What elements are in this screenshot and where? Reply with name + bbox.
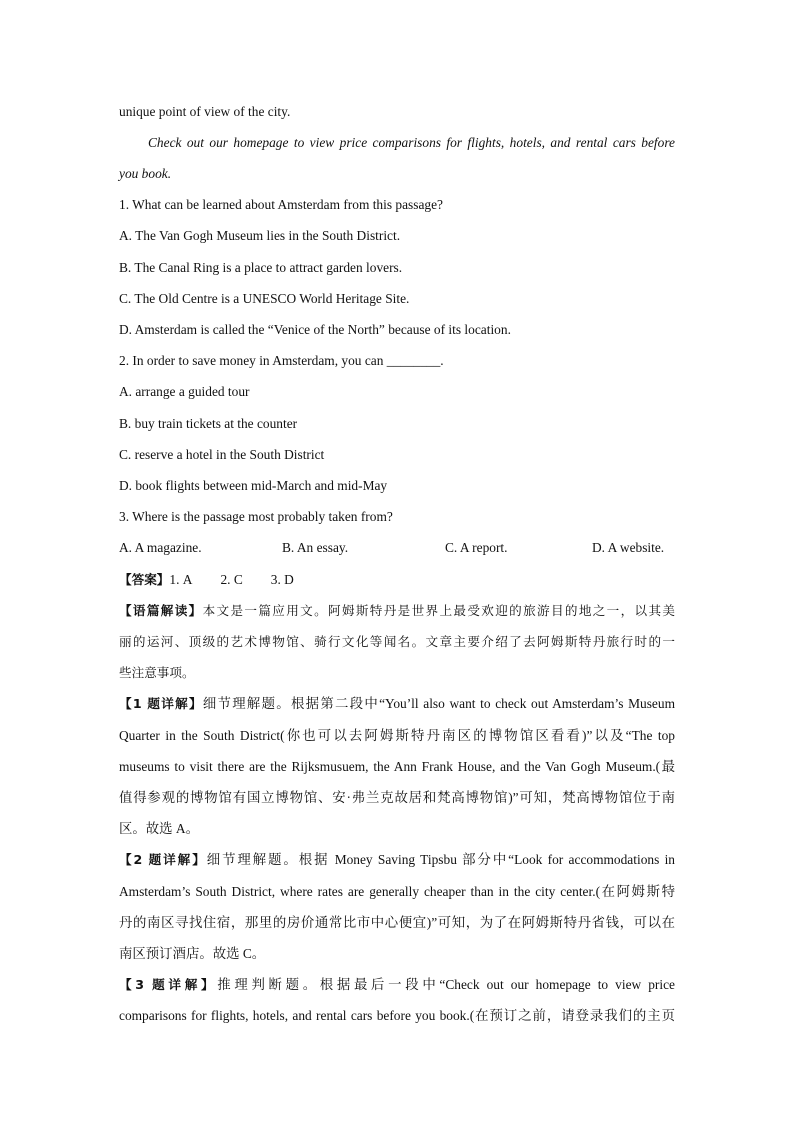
closing-line-2: you book. — [119, 166, 172, 181]
answer-item-3: 3. D — [270, 572, 294, 587]
detail-1-line-2: Quarter in the South District(你也可以去阿姆斯特丹南区的博物馆区看看)”以及“The top — [119, 728, 675, 743]
intro-end-text: unique point of view of the city. — [119, 104, 291, 119]
question-3-option-c: C. A report. — [445, 540, 508, 555]
question-1-option-d: D. Amsterdam is called the “Venice of the North” because of its location. — [119, 322, 511, 337]
detail-2-line-1: 【2 题详解】细节理解题。根据 Money Saving Tipsbu 部分中“Look for accommodations in — [119, 852, 675, 867]
question-1-option-b: B. The Canal Ring is a place to attract garden lovers. — [119, 260, 403, 275]
detail-1-line-1: 【1 题详解】细节理解题。根据第二段中“You’ll also want to check out Amsterdam’s Museum — [119, 696, 675, 711]
question-1-stem: 1. What can be learned about Amsterdam from this passage? — [119, 197, 443, 212]
question-3-option-b: B. An essay. — [282, 540, 349, 555]
answer-item-1: 1. A — [169, 572, 193, 587]
question-2-option-b: B. buy train tickets at the counter — [119, 416, 298, 431]
analysis-label: 【语篇解读】 — [119, 603, 203, 618]
question-2-option-c: C. reserve a hotel in the South District — [119, 447, 325, 462]
answer-label: 【答案】 — [119, 572, 170, 587]
detail-3-line-2: comparisons for flights, hotels, and rental cars before you book.(在预订之前，请登录我们的主页 — [119, 1008, 675, 1023]
question-2-option-a: A. arrange a guided tour — [119, 384, 250, 399]
detail-2-label: 【2 题详解】 — [119, 852, 207, 867]
question-3-option-d: D. A website. — [592, 540, 665, 555]
question-1-option-c: C. The Old Centre is a UNESCO World Heritage Site. — [119, 291, 410, 306]
answer-line — [119, 570, 675, 590]
detail-3-line-1: 【3 题详解】推理判断题。根据最后一段中“Check out our homepage to view price — [119, 977, 675, 992]
question-2-stem: 2. In order to save money in Amsterdam, you can ________. — [119, 353, 444, 368]
detail-1-line-3: museums to visit there are the Rijksmusuem, the Ann Frank House, and the Van Gogh Museum.(最 — [119, 759, 675, 774]
analysis-line-1: 【语篇解读】本文是一篇应用文。阿姆斯特丹是世界上最受欢迎的旅游目的地之一，以其美 — [119, 603, 676, 618]
detail-1-line-4: 值得参观的博物馆有国立博物馆、安·弗兰克故居和梵高博物馆)”可知，梵高博物馆位于南 — [119, 790, 675, 805]
question-3-option-a: A. A magazine. — [119, 540, 202, 555]
detail-2-line-3: 丹的南区寻找住宿，那里的房价通常比市中心便宜)”可知，为了在阿姆斯特丹省钱，可以在 — [119, 915, 675, 930]
detail-2-line-2: Amsterdam’s South District, where rates are generally cheaper than in the city center.(在阿姆斯特 — [119, 884, 675, 899]
detail-1-line-5: 区。故选 A。 — [119, 821, 199, 836]
closing-line-1: Check out our homepage to view price comparisons for flights, hotels, and rental cars before — [148, 135, 675, 150]
answer-item-2: 2. C — [220, 572, 243, 587]
detail-3-label: 【3 题详解】 — [119, 977, 218, 992]
question-3-stem: 3. Where is the passage most probably taken from? — [119, 509, 393, 524]
analysis-line-3: 些注意事项。 — [119, 665, 195, 680]
detail-1-label: 【1 题详解】 — [119, 696, 203, 711]
question-1-option-a: A. The Van Gogh Museum lies in the South District. — [119, 228, 401, 243]
detail-2-line-4: 南区预订酒店。故选 C。 — [119, 946, 266, 961]
question-2-option-d: D. book flights between mid-March and mid-May — [119, 478, 388, 493]
analysis-line-2: 丽的运河、顶级的艺术博物馆、骑行文化等闻名。文章主要介绍了去阿姆斯特丹旅行时的一 — [119, 634, 675, 649]
